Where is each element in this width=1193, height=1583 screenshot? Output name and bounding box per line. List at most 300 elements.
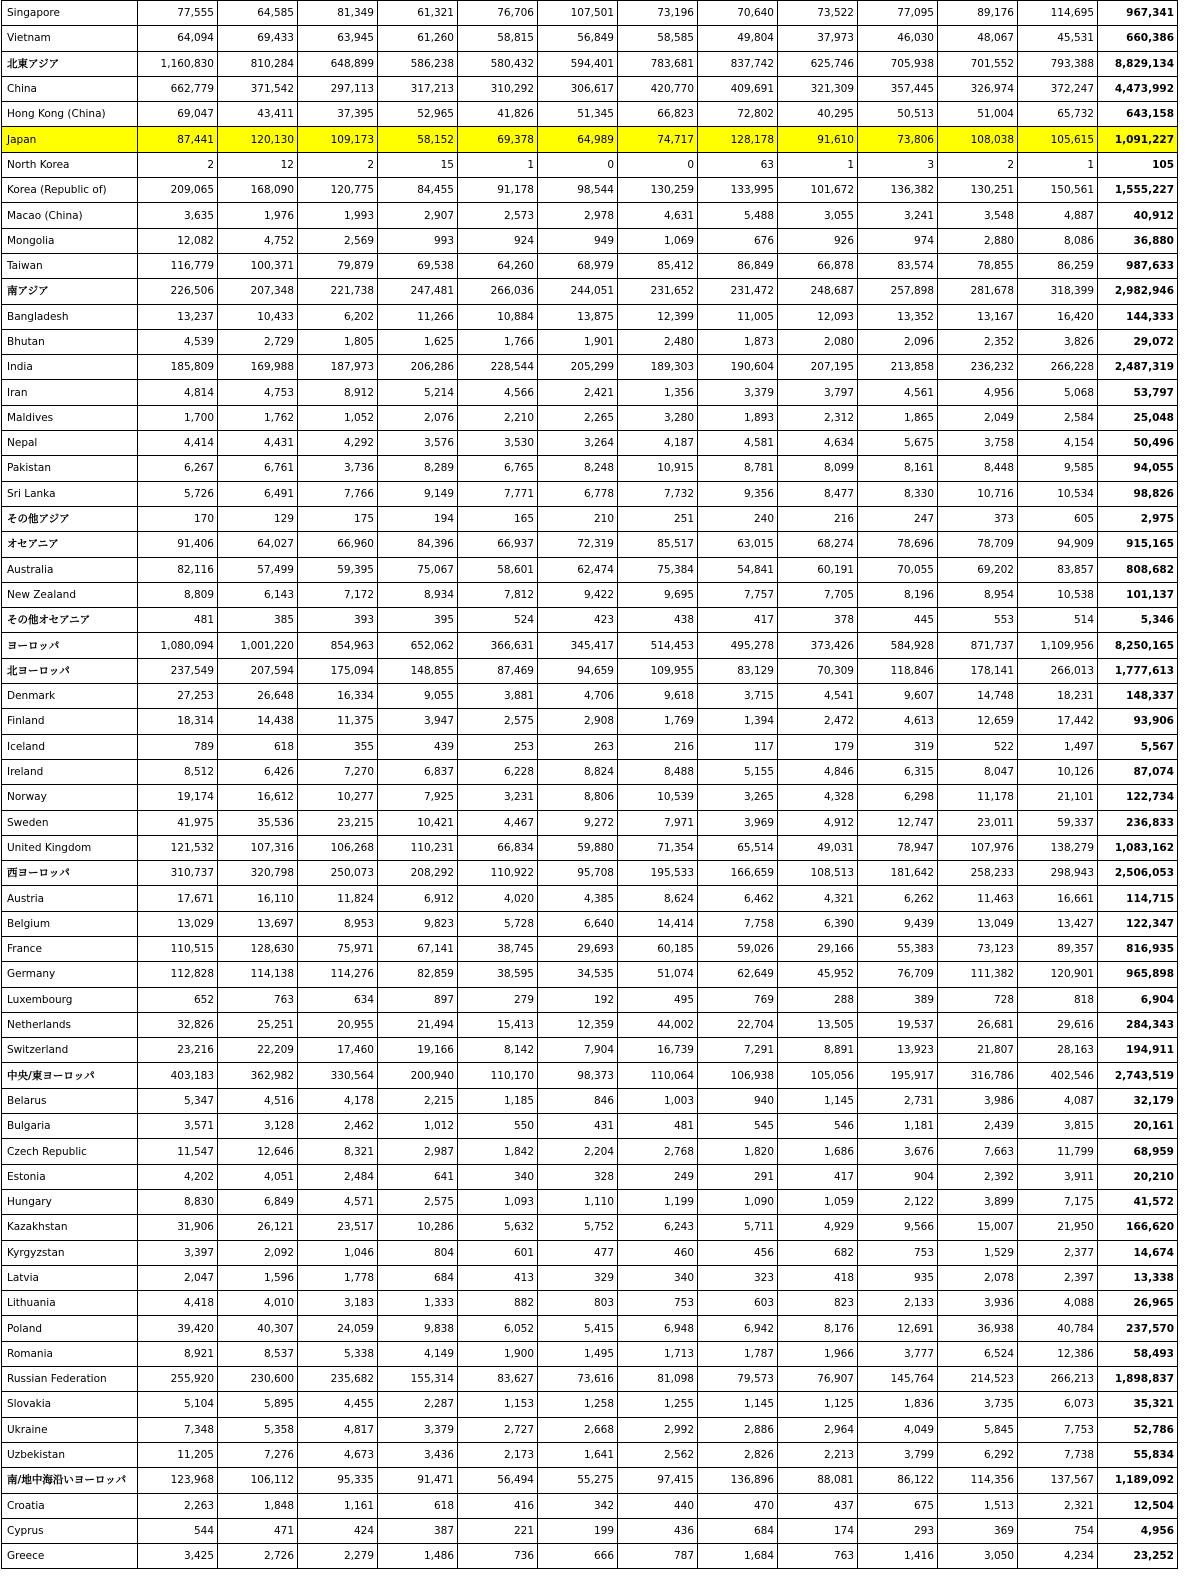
country-name-cell: Taiwan: [2, 253, 138, 278]
month-value-cell: 438: [618, 608, 698, 633]
month-value-cell: 58,152: [378, 127, 458, 152]
month-value-cell: 6,640: [538, 911, 618, 936]
total-value-cell: 40,912: [1098, 203, 1178, 228]
month-value-cell: 7,276: [218, 1442, 298, 1467]
month-value-cell: 40,307: [218, 1316, 298, 1341]
total-value-cell: 98,826: [1098, 481, 1178, 506]
month-value-cell: 2,573: [458, 203, 538, 228]
month-value-cell: 75,971: [298, 936, 378, 961]
month-value-cell: 89,176: [938, 1, 1018, 26]
month-value-cell: 71,354: [618, 835, 698, 860]
month-value-cell: 6,298: [858, 785, 938, 810]
month-value-cell: 190,604: [698, 355, 778, 380]
month-value-cell: 8,624: [618, 886, 698, 911]
month-value-cell: 291: [698, 1164, 778, 1189]
month-value-cell: 112,828: [138, 962, 218, 987]
month-value-cell: 2,964: [778, 1417, 858, 1442]
month-value-cell: 8,537: [218, 1341, 298, 1366]
month-value-cell: 2,263: [138, 1493, 218, 1518]
month-value-cell: 206,286: [378, 355, 458, 380]
month-value-cell: 228,544: [458, 355, 538, 380]
table-row: [2, 810, 1178, 835]
month-value-cell: 424: [298, 1518, 378, 1543]
month-value-cell: 1,255: [618, 1392, 698, 1417]
month-value-cell: 1,052: [298, 405, 378, 430]
month-value-cell: 58,601: [458, 557, 538, 582]
month-value-cell: 8,086: [1018, 228, 1098, 253]
month-value-cell: 83,574: [858, 253, 938, 278]
month-value-cell: 75,384: [618, 557, 698, 582]
month-value-cell: 2,472: [778, 709, 858, 734]
month-value-cell: 45,531: [1018, 26, 1098, 51]
month-value-cell: 2,987: [378, 1139, 458, 1164]
month-value-cell: 1,001,220: [218, 633, 298, 658]
month-value-cell: 993: [378, 228, 458, 253]
total-value-cell: 122,347: [1098, 911, 1178, 936]
month-value-cell: 3,241: [858, 203, 938, 228]
month-value-cell: 2,439: [938, 1114, 1018, 1139]
month-value-cell: 6,426: [218, 759, 298, 784]
month-value-cell: 43,411: [218, 102, 298, 127]
month-value-cell: 2,287: [378, 1392, 458, 1417]
month-value-cell: 69,202: [938, 557, 1018, 582]
country-name-cell: オセアニア: [2, 532, 138, 557]
month-value-cell: 178,141: [938, 658, 1018, 683]
month-value-cell: 2,047: [138, 1265, 218, 1290]
month-value-cell: 9,422: [538, 582, 618, 607]
month-value-cell: 21,101: [1018, 785, 1098, 810]
month-value-cell: 3,183: [298, 1291, 378, 1316]
table-row: [2, 127, 1178, 152]
month-value-cell: 9,055: [378, 684, 458, 709]
month-value-cell: 495,278: [698, 633, 778, 658]
month-value-cell: 728: [938, 987, 1018, 1012]
table-row: [2, 380, 1178, 405]
month-value-cell: 471: [218, 1518, 298, 1543]
total-value-cell: 1,083,162: [1098, 835, 1178, 860]
month-value-cell: 1,199: [618, 1189, 698, 1214]
month-value-cell: 72,319: [538, 532, 618, 557]
month-value-cell: 437: [778, 1493, 858, 1518]
month-value-cell: 83,857: [1018, 557, 1098, 582]
month-value-cell: 4,414: [138, 431, 218, 456]
total-value-cell: 68,959: [1098, 1139, 1178, 1164]
country-name-cell: Bangladesh: [2, 304, 138, 329]
month-value-cell: 29,616: [1018, 1012, 1098, 1037]
month-value-cell: 1,356: [618, 380, 698, 405]
region-row: [2, 1063, 1178, 1088]
month-value-cell: 6,143: [218, 582, 298, 607]
month-value-cell: 236,232: [938, 355, 1018, 380]
month-value-cell: 9,356: [698, 481, 778, 506]
month-value-cell: 169,988: [218, 355, 298, 380]
total-value-cell: 8,829,134: [1098, 51, 1178, 76]
country-name-cell: Finland: [2, 709, 138, 734]
country-name-cell: Norway: [2, 785, 138, 810]
total-value-cell: 237,570: [1098, 1316, 1178, 1341]
month-value-cell: 5,632: [458, 1215, 538, 1240]
month-value-cell: 148,855: [378, 658, 458, 683]
month-value-cell: 8,196: [858, 582, 938, 607]
month-value-cell: 137,567: [1018, 1468, 1098, 1493]
month-value-cell: 310,737: [138, 861, 218, 886]
month-value-cell: 26,648: [218, 684, 298, 709]
total-value-cell: 4,473,992: [1098, 76, 1178, 101]
month-value-cell: 78,709: [938, 532, 1018, 557]
month-value-cell: 8,289: [378, 456, 458, 481]
month-value-cell: 258,233: [938, 861, 1018, 886]
month-value-cell: 2,886: [698, 1417, 778, 1442]
month-value-cell: 12,646: [218, 1139, 298, 1164]
month-value-cell: 684: [698, 1518, 778, 1543]
month-value-cell: 2,321: [1018, 1493, 1098, 1518]
month-value-cell: 41,826: [458, 102, 538, 127]
month-value-cell: 2,484: [298, 1164, 378, 1189]
month-value-cell: 7,925: [378, 785, 458, 810]
month-value-cell: 79,573: [698, 1367, 778, 1392]
month-value-cell: 1,394: [698, 709, 778, 734]
table-row: [2, 835, 1178, 860]
month-value-cell: 9,272: [538, 810, 618, 835]
month-value-cell: 1,865: [858, 405, 938, 430]
table-row: [2, 152, 1178, 177]
month-value-cell: 266,013: [1018, 658, 1098, 683]
month-value-cell: 255,920: [138, 1367, 218, 1392]
month-value-cell: 1,966: [778, 1341, 858, 1366]
country-name-cell: Slovakia: [2, 1392, 138, 1417]
month-value-cell: 4,561: [858, 380, 938, 405]
month-value-cell: 2,768: [618, 1139, 698, 1164]
month-value-cell: 2,215: [378, 1088, 458, 1113]
month-value-cell: 13,352: [858, 304, 938, 329]
table-row: [2, 178, 1178, 203]
month-value-cell: 545: [698, 1114, 778, 1139]
month-value-cell: 675: [858, 1493, 938, 1518]
table-row: [2, 1088, 1178, 1113]
month-value-cell: 4,956: [938, 380, 1018, 405]
month-value-cell: 5,068: [1018, 380, 1098, 405]
month-value-cell: 2,080: [778, 329, 858, 354]
total-value-cell: 2,975: [1098, 506, 1178, 531]
month-value-cell: 4,049: [858, 1417, 938, 1442]
month-value-cell: 3,881: [458, 684, 538, 709]
table-row: [2, 456, 1178, 481]
month-value-cell: 940: [698, 1088, 778, 1113]
month-value-cell: 105,615: [1018, 127, 1098, 152]
month-value-cell: 195,917: [858, 1063, 938, 1088]
month-value-cell: 110,064: [618, 1063, 698, 1088]
month-value-cell: 1: [1018, 152, 1098, 177]
table-row: [2, 1114, 1178, 1139]
month-value-cell: 326,974: [938, 76, 1018, 101]
month-value-cell: 1,900: [458, 1341, 538, 1366]
table-row: [2, 709, 1178, 734]
month-value-cell: 580,432: [458, 51, 538, 76]
month-value-cell: 155,314: [378, 1367, 458, 1392]
month-value-cell: 6,267: [138, 456, 218, 481]
total-value-cell: 987,633: [1098, 253, 1178, 278]
month-value-cell: 114,276: [298, 962, 378, 987]
month-value-cell: 23,011: [938, 810, 1018, 835]
month-value-cell: 2,352: [938, 329, 1018, 354]
month-value-cell: 230,600: [218, 1367, 298, 1392]
table-row: [2, 684, 1178, 709]
month-value-cell: 4,814: [138, 380, 218, 405]
month-value-cell: 60,191: [778, 557, 858, 582]
month-value-cell: 76,907: [778, 1367, 858, 1392]
month-value-cell: 106,268: [298, 835, 378, 860]
month-value-cell: 316,786: [938, 1063, 1018, 1088]
month-value-cell: 2,392: [938, 1164, 1018, 1189]
month-value-cell: 1,596: [218, 1265, 298, 1290]
month-value-cell: 823: [778, 1291, 858, 1316]
month-value-cell: 39,420: [138, 1316, 218, 1341]
table-row: [2, 987, 1178, 1012]
month-value-cell: 7,771: [458, 481, 538, 506]
month-value-cell: 3,911: [1018, 1164, 1098, 1189]
month-value-cell: 279: [458, 987, 538, 1012]
month-value-cell: 440: [618, 1493, 698, 1518]
total-value-cell: 643,158: [1098, 102, 1178, 127]
month-value-cell: 19,537: [858, 1012, 938, 1037]
month-value-cell: 17,442: [1018, 709, 1098, 734]
month-value-cell: 216: [778, 506, 858, 531]
month-value-cell: 66,823: [618, 102, 698, 127]
month-value-cell: 174: [778, 1518, 858, 1543]
month-value-cell: 69,538: [378, 253, 458, 278]
month-value-cell: 66,834: [458, 835, 538, 860]
month-value-cell: 769: [698, 987, 778, 1012]
month-value-cell: 29,166: [778, 936, 858, 961]
month-value-cell: 4,631: [618, 203, 698, 228]
month-value-cell: 5,347: [138, 1088, 218, 1113]
month-value-cell: 247,481: [378, 279, 458, 304]
month-value-cell: 130,251: [938, 178, 1018, 203]
month-value-cell: 2,726: [218, 1544, 298, 1569]
month-value-cell: 13,923: [858, 1038, 938, 1063]
month-value-cell: 91,471: [378, 1468, 458, 1493]
month-value-cell: 3,055: [778, 203, 858, 228]
month-value-cell: 110,170: [458, 1063, 538, 1088]
month-value-cell: 456: [698, 1240, 778, 1265]
month-value-cell: 787: [618, 1544, 698, 1569]
country-name-cell: 中央/東ヨーロッパ: [2, 1063, 138, 1088]
month-value-cell: 355: [298, 734, 378, 759]
month-value-cell: 13,875: [538, 304, 618, 329]
month-value-cell: 4,581: [698, 431, 778, 456]
month-value-cell: 36,938: [938, 1316, 1018, 1341]
table-row: [2, 102, 1178, 127]
month-value-cell: 5,214: [378, 380, 458, 405]
month-value-cell: 2,826: [698, 1442, 778, 1467]
month-value-cell: 2,992: [618, 1417, 698, 1442]
month-value-cell: 436: [618, 1518, 698, 1543]
month-value-cell: 524: [458, 608, 538, 633]
month-value-cell: 2,173: [458, 1442, 538, 1467]
country-name-cell: Luxembourg: [2, 987, 138, 1012]
month-value-cell: 3,379: [378, 1417, 458, 1442]
table-row: [2, 26, 1178, 51]
month-value-cell: 77,555: [138, 1, 218, 26]
month-value-cell: 123,968: [138, 1468, 218, 1493]
month-value-cell: 70,055: [858, 557, 938, 582]
table-row: [2, 1189, 1178, 1214]
month-value-cell: 5,104: [138, 1392, 218, 1417]
month-value-cell: 3,815: [1018, 1114, 1098, 1139]
visitor-statistics-table: [1, 0, 1178, 1569]
month-value-cell: 1,109,956: [1018, 633, 1098, 658]
month-value-cell: 1,090: [698, 1189, 778, 1214]
month-value-cell: 62,474: [538, 557, 618, 582]
month-value-cell: 59,880: [538, 835, 618, 860]
month-value-cell: 82,859: [378, 962, 458, 987]
month-value-cell: 4,571: [298, 1189, 378, 1214]
month-value-cell: 586,238: [378, 51, 458, 76]
month-value-cell: 110,515: [138, 936, 218, 961]
country-name-cell: Mongolia: [2, 228, 138, 253]
month-value-cell: 2,569: [298, 228, 378, 253]
month-value-cell: 5,415: [538, 1316, 618, 1341]
month-value-cell: 7,904: [538, 1038, 618, 1063]
country-name-cell: New Zealand: [2, 582, 138, 607]
month-value-cell: 107,976: [938, 835, 1018, 860]
total-value-cell: 816,935: [1098, 936, 1178, 961]
month-value-cell: 5,338: [298, 1341, 378, 1366]
month-value-cell: 8,912: [298, 380, 378, 405]
table-row: [2, 1164, 1178, 1189]
table-row: [2, 1367, 1178, 1392]
month-value-cell: 416: [458, 1493, 538, 1518]
month-value-cell: 69,047: [138, 102, 218, 127]
month-value-cell: 37,973: [778, 26, 858, 51]
month-value-cell: 1,416: [858, 1544, 938, 1569]
month-value-cell: 2,907: [378, 203, 458, 228]
month-value-cell: 366,631: [458, 633, 538, 658]
total-value-cell: 194,911: [1098, 1038, 1178, 1063]
country-name-cell: Uzbekistan: [2, 1442, 138, 1467]
month-value-cell: 974: [858, 228, 938, 253]
month-value-cell: 2,096: [858, 329, 938, 354]
country-name-cell: Estonia: [2, 1164, 138, 1189]
month-value-cell: 7,705: [778, 582, 858, 607]
month-value-cell: 17,671: [138, 886, 218, 911]
month-value-cell: 754: [1018, 1518, 1098, 1543]
month-value-cell: 12,399: [618, 304, 698, 329]
month-value-cell: 35,536: [218, 810, 298, 835]
total-value-cell: 20,161: [1098, 1114, 1178, 1139]
month-value-cell: 1,153: [458, 1392, 538, 1417]
total-value-cell: 50,496: [1098, 431, 1178, 456]
month-value-cell: 306,617: [538, 76, 618, 101]
month-value-cell: 120,130: [218, 127, 298, 152]
month-value-cell: 9,566: [858, 1215, 938, 1240]
month-value-cell: 192: [538, 987, 618, 1012]
month-value-cell: 372,247: [1018, 76, 1098, 101]
table-row: [2, 1038, 1178, 1063]
country-name-cell: Belgium: [2, 911, 138, 936]
month-value-cell: 77,095: [858, 1, 938, 26]
month-value-cell: 357,445: [858, 76, 938, 101]
month-value-cell: 266,036: [458, 279, 538, 304]
month-value-cell: 7,757: [698, 582, 778, 607]
month-value-cell: 2,078: [938, 1265, 1018, 1290]
month-value-cell: 109,955: [618, 658, 698, 683]
month-value-cell: 753: [618, 1291, 698, 1316]
month-value-cell: 8,448: [938, 456, 1018, 481]
month-value-cell: 3,736: [298, 456, 378, 481]
month-value-cell: 106,938: [698, 1063, 778, 1088]
month-value-cell: 8,321: [298, 1139, 378, 1164]
country-name-cell: Austria: [2, 886, 138, 911]
month-value-cell: 11,547: [138, 1139, 218, 1164]
month-value-cell: 81,349: [298, 1, 378, 26]
month-value-cell: 0: [538, 152, 618, 177]
total-value-cell: 36,880: [1098, 228, 1178, 253]
month-value-cell: 763: [778, 1544, 858, 1569]
month-value-cell: 1,778: [298, 1265, 378, 1290]
total-value-cell: 2,506,053: [1098, 861, 1178, 886]
month-value-cell: 76,706: [458, 1, 538, 26]
month-value-cell: 11,005: [698, 304, 778, 329]
month-value-cell: 652,062: [378, 633, 458, 658]
month-value-cell: 23,215: [298, 810, 378, 835]
month-value-cell: 68,979: [538, 253, 618, 278]
month-value-cell: 240: [698, 506, 778, 531]
month-value-cell: 59,337: [1018, 810, 1098, 835]
country-name-cell: 北東アジア: [2, 51, 138, 76]
region-row: [2, 279, 1178, 304]
month-value-cell: 37,395: [298, 102, 378, 127]
month-value-cell: 6,912: [378, 886, 458, 911]
month-value-cell: 66,878: [778, 253, 858, 278]
month-value-cell: 297,113: [298, 76, 378, 101]
month-value-cell: 73,522: [778, 1, 858, 26]
total-value-cell: 20,210: [1098, 1164, 1178, 1189]
month-value-cell: 736: [458, 1544, 538, 1569]
month-value-cell: 1,993: [298, 203, 378, 228]
month-value-cell: 73,196: [618, 1, 698, 26]
region-row: [2, 608, 1178, 633]
month-value-cell: 5,845: [938, 1417, 1018, 1442]
month-value-cell: 10,286: [378, 1215, 458, 1240]
month-value-cell: 1,873: [698, 329, 778, 354]
month-value-cell: 41,975: [138, 810, 218, 835]
month-value-cell: 64,027: [218, 532, 298, 557]
month-value-cell: 340: [618, 1265, 698, 1290]
month-value-cell: 51,345: [538, 102, 618, 127]
month-value-cell: 3,799: [858, 1442, 938, 1467]
month-value-cell: 64,094: [138, 26, 218, 51]
month-value-cell: 16,420: [1018, 304, 1098, 329]
month-value-cell: 1,012: [378, 1114, 458, 1139]
month-value-cell: 78,947: [858, 835, 938, 860]
month-value-cell: 88,081: [778, 1468, 858, 1493]
month-value-cell: 73,806: [858, 127, 938, 152]
total-value-cell: 114,715: [1098, 886, 1178, 911]
country-name-cell: Ukraine: [2, 1417, 138, 1442]
month-value-cell: 5,488: [698, 203, 778, 228]
month-value-cell: 4,292: [298, 431, 378, 456]
country-name-cell: その他オセアニア: [2, 608, 138, 633]
month-value-cell: 114,356: [938, 1468, 1018, 1493]
month-value-cell: 882: [458, 1291, 538, 1316]
month-value-cell: 6,765: [458, 456, 538, 481]
month-value-cell: 625,746: [778, 51, 858, 76]
month-value-cell: 837,742: [698, 51, 778, 76]
month-value-cell: 16,612: [218, 785, 298, 810]
month-value-cell: 3,050: [938, 1544, 1018, 1569]
month-value-cell: 1,686: [778, 1139, 858, 1164]
